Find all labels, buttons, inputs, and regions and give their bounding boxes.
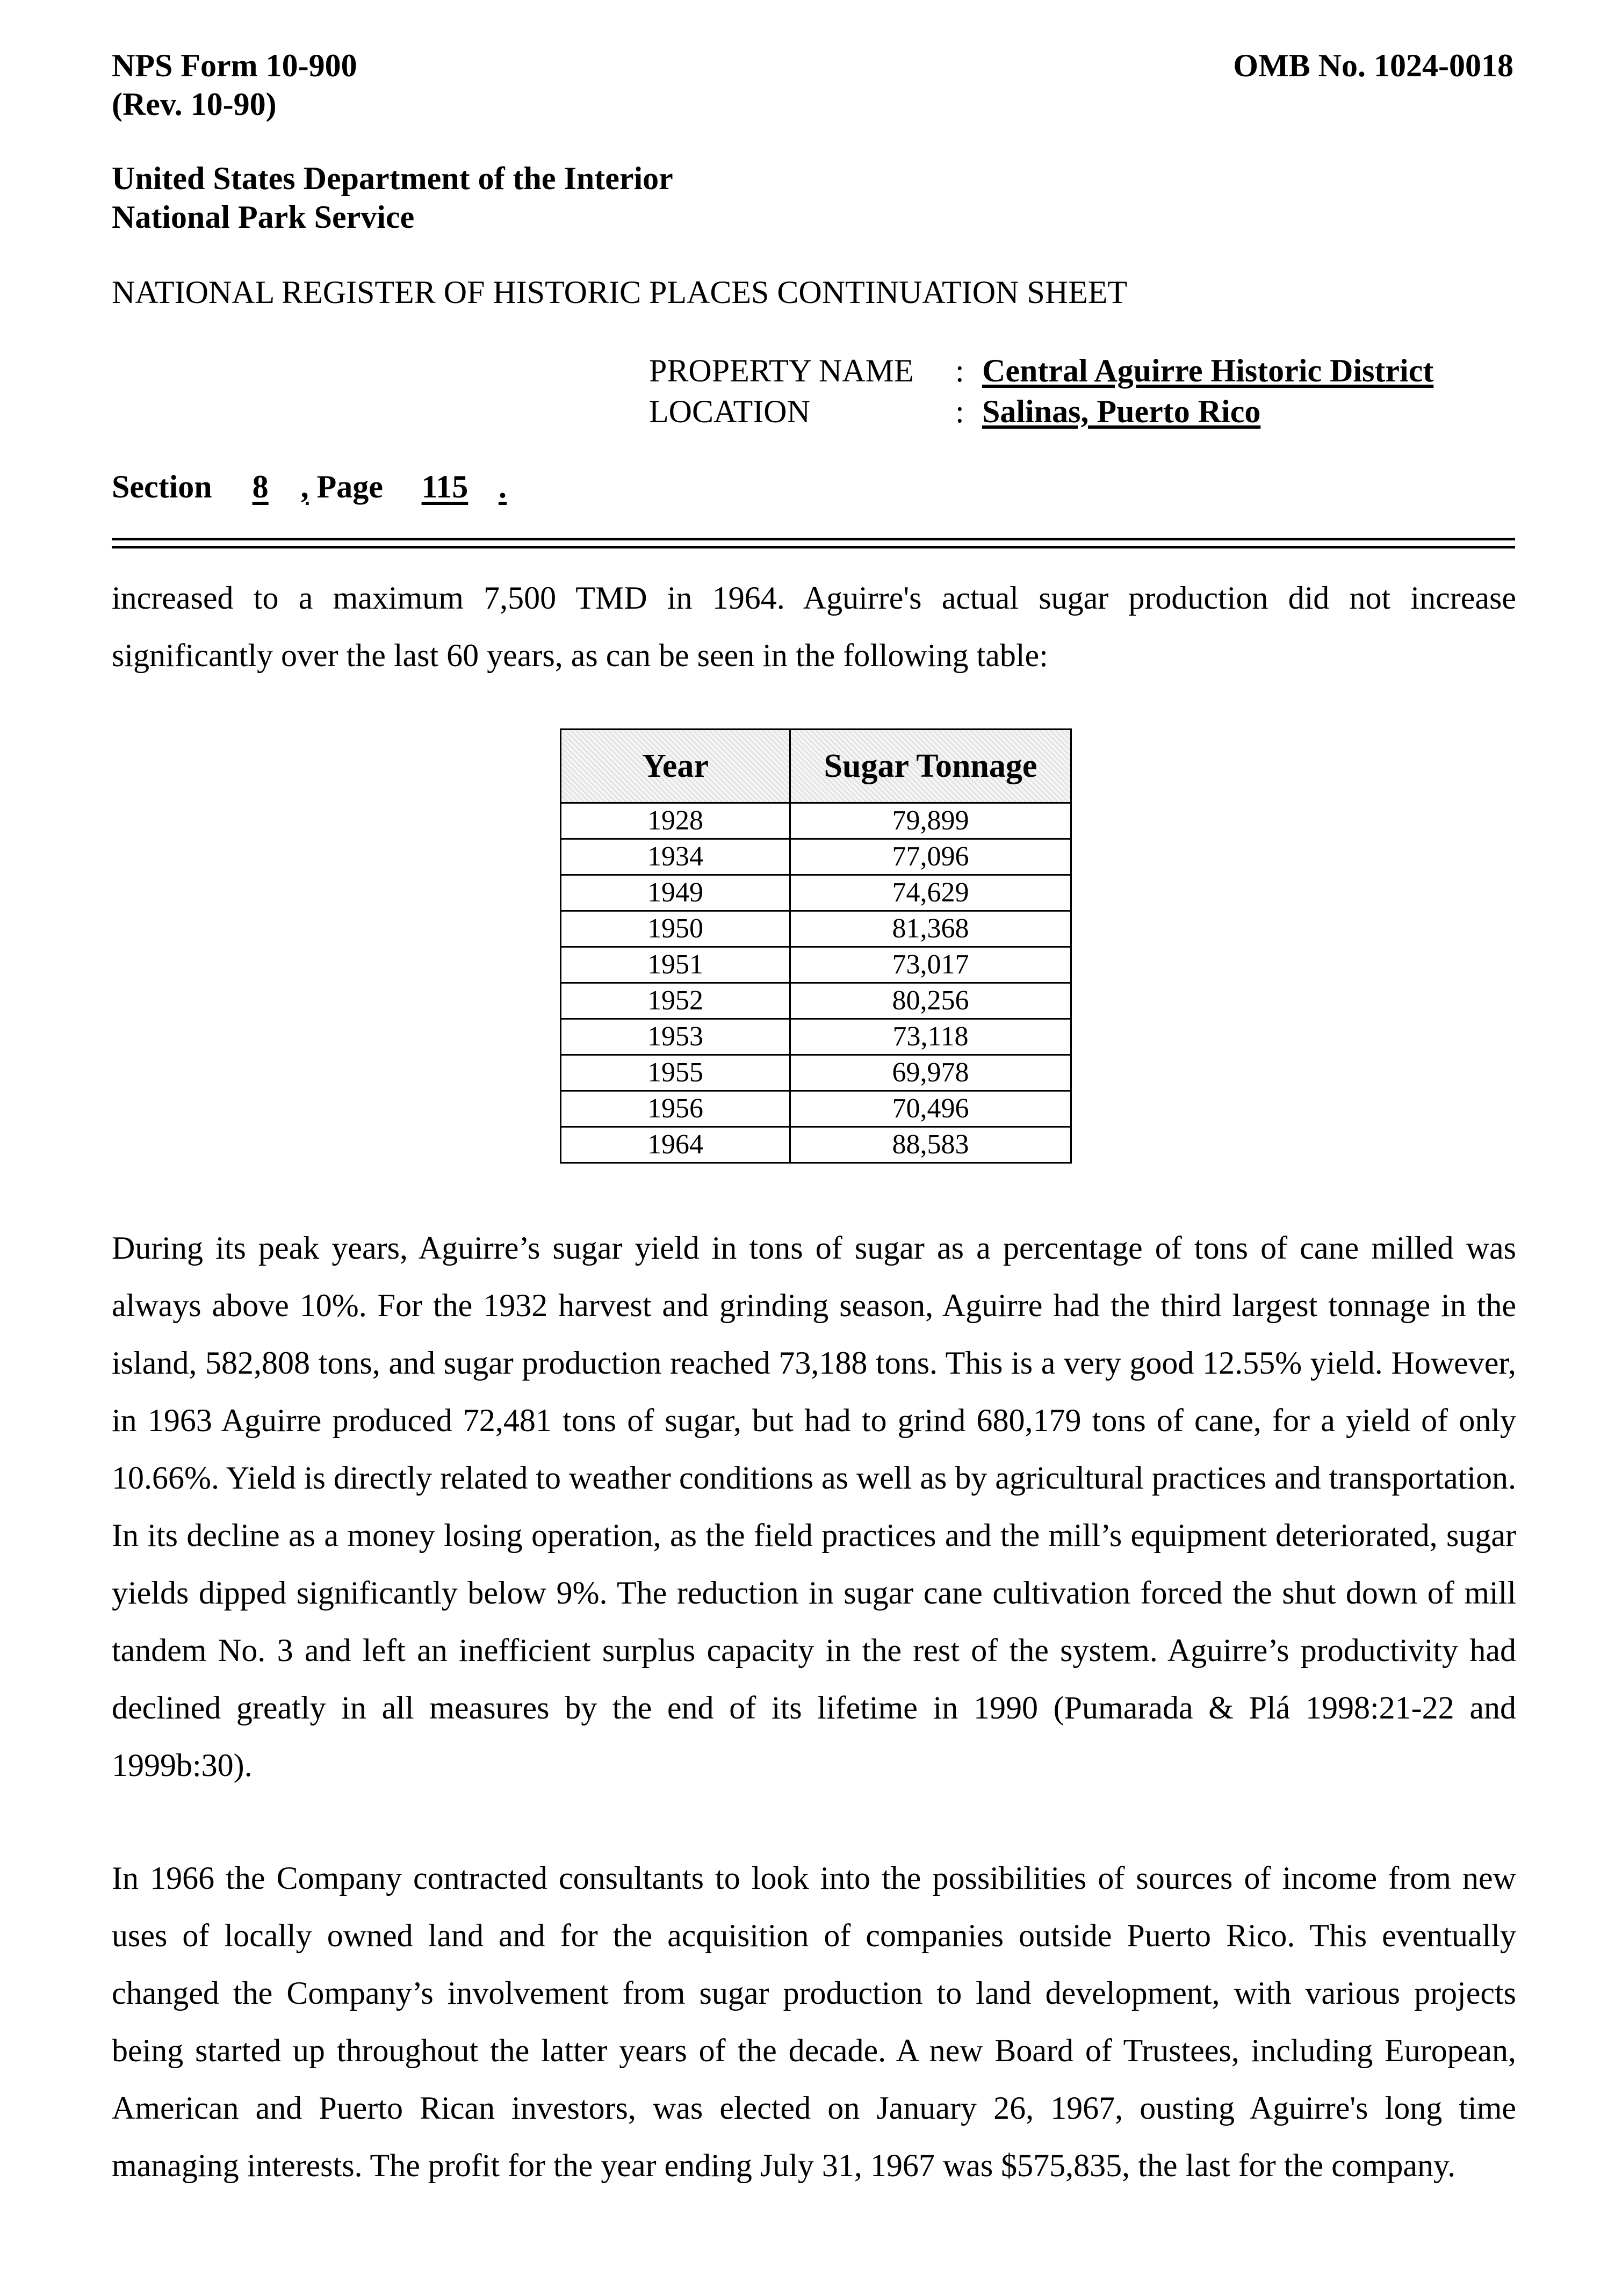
column-header-year: Year <box>561 730 790 803</box>
table-row <box>561 983 1071 1019</box>
page-number: 115 <box>421 469 468 504</box>
paragraph-company: In 1966 the Company contracted consultants to look into the possibilities of sources of income from new uses of locally owned land and for the acquisition of companies outside Puerto Rico. This eventually changed the Company’s involvement from sugar production to land development, with various projects being started up throughout the latter years of the decade. A new Board of Trustees, including European, American and Puerto Rican investors, was elected on January 26, 1967, ousting Aguirre's long time managing interests. The profit for the year ending July 31, 1967 was $575,835, the last for the company. <box>112 1860 1516 2183</box>
table-row <box>561 947 1071 983</box>
section-page-line: Section 8 , Page 115 . <box>112 467 507 506</box>
department-name: United States Department of the Interior <box>112 161 673 196</box>
page-label: Page <box>316 469 383 504</box>
table-row <box>561 803 1071 839</box>
table-header-row <box>561 730 1071 803</box>
year-cell: 1949 <box>561 875 790 911</box>
location-value: Salinas, Puerto Rico <box>982 394 1261 429</box>
tonnage-cell: 77,096 <box>790 839 1071 875</box>
tonnage-cell: 81,368 <box>790 911 1071 947</box>
year-cell: 1934 <box>561 839 790 875</box>
property-name-value: Central Aguirre Historic District <box>982 353 1434 388</box>
property-block <box>649 350 1433 432</box>
year-cell: 1951 <box>561 947 790 983</box>
year-cell: 1964 <box>561 1127 790 1163</box>
property-name-label: PROPERTY NAME <box>649 353 914 388</box>
year-cell: 1950 <box>561 911 790 947</box>
agency-block <box>112 159 673 236</box>
colon: : <box>955 353 964 388</box>
tonnage-cell: 69,978 <box>790 1055 1071 1091</box>
section-label: Section <box>112 469 212 504</box>
year-cell: 1956 <box>561 1091 790 1127</box>
table-row <box>561 1055 1071 1091</box>
form-number: NPS Form 10-900 <box>112 48 357 83</box>
year-cell: 1928 <box>561 803 790 839</box>
table-row <box>561 839 1071 875</box>
table-row <box>561 1127 1071 1163</box>
sheet-title: NATIONAL REGISTER OF HISTORIC PLACES CONTINUATION SHEET <box>112 275 1127 310</box>
location-row <box>649 391 1433 432</box>
sugar-tonnage-table-wrap <box>560 728 1072 1164</box>
sugar-tonnage-table <box>560 728 1072 1164</box>
colon: : <box>955 394 964 429</box>
column-header-sugar-tonnage: Sugar Tonnage <box>790 730 1071 803</box>
year-cell: 1952 <box>561 983 790 1019</box>
table-row <box>561 875 1071 911</box>
table-row <box>561 1091 1071 1127</box>
year-cell: 1953 <box>561 1019 790 1055</box>
tonnage-cell: 88,583 <box>790 1127 1071 1163</box>
tonnage-cell: 70,496 <box>790 1091 1071 1127</box>
tonnage-cell: 79,899 <box>790 803 1071 839</box>
form-revision: (Rev. 10-90) <box>112 86 277 122</box>
divider-rule-top <box>112 538 1515 540</box>
year-cell: 1955 <box>561 1055 790 1091</box>
property-name-row <box>649 350 1433 391</box>
tonnage-cell: 74,629 <box>790 875 1071 911</box>
tonnage-cell: 80,256 <box>790 983 1071 1019</box>
location-label: LOCATION <box>649 394 810 429</box>
tonnage-cell: 73,118 <box>790 1019 1071 1055</box>
intro-paragraph: increased to a maximum 7,500 TMD in 1964. Aguirre's actual sugar production did not increase significantly over the last 60 years, as can be seen in the following table: <box>112 580 1516 673</box>
agency-name: National Park Service <box>112 199 415 235</box>
omb-number: OMB No. 1024-0018 <box>1233 48 1513 83</box>
form-header <box>112 46 357 124</box>
table-row <box>561 911 1071 947</box>
paragraph-yield: During its peak years, Aguirre’s sugar yield in tons of sugar as a percentage of tons of cane milled was always above 10%. For the 1932 harvest and grinding season, Aguirre had the third largest tonnage in the island, 582,808 tons, and sugar production reached 73,188 tons. This is a very good 12.55% yield. However, in 1963 Aguirre produced 72,481 tons of sugar, but had to grind 680,179 tons of cane, for a yield of only 10.66%. Yield is directly related to weather conditions as well as by agricultural practices and transportation. In its decline as a money losing operation, as the field practices and the mill’s equipment deteriorated, sugar yields dipped significantly below 9%. The reduction in sugar cane cultivation forced the shut down of mill tandem No. 3 and left an inefficient surplus capacity in the rest of the system. Aguirre’s productivity had declined greatly in all measures by the end of its lifetime in 1990 (Pumarada & Plá 1998:21-22 and 1999b:30). <box>112 1230 1516 1783</box>
divider-rule-bottom <box>112 546 1515 548</box>
section-number: 8 <box>252 469 269 504</box>
tonnage-cell: 73,017 <box>790 947 1071 983</box>
table-row <box>561 1019 1071 1055</box>
